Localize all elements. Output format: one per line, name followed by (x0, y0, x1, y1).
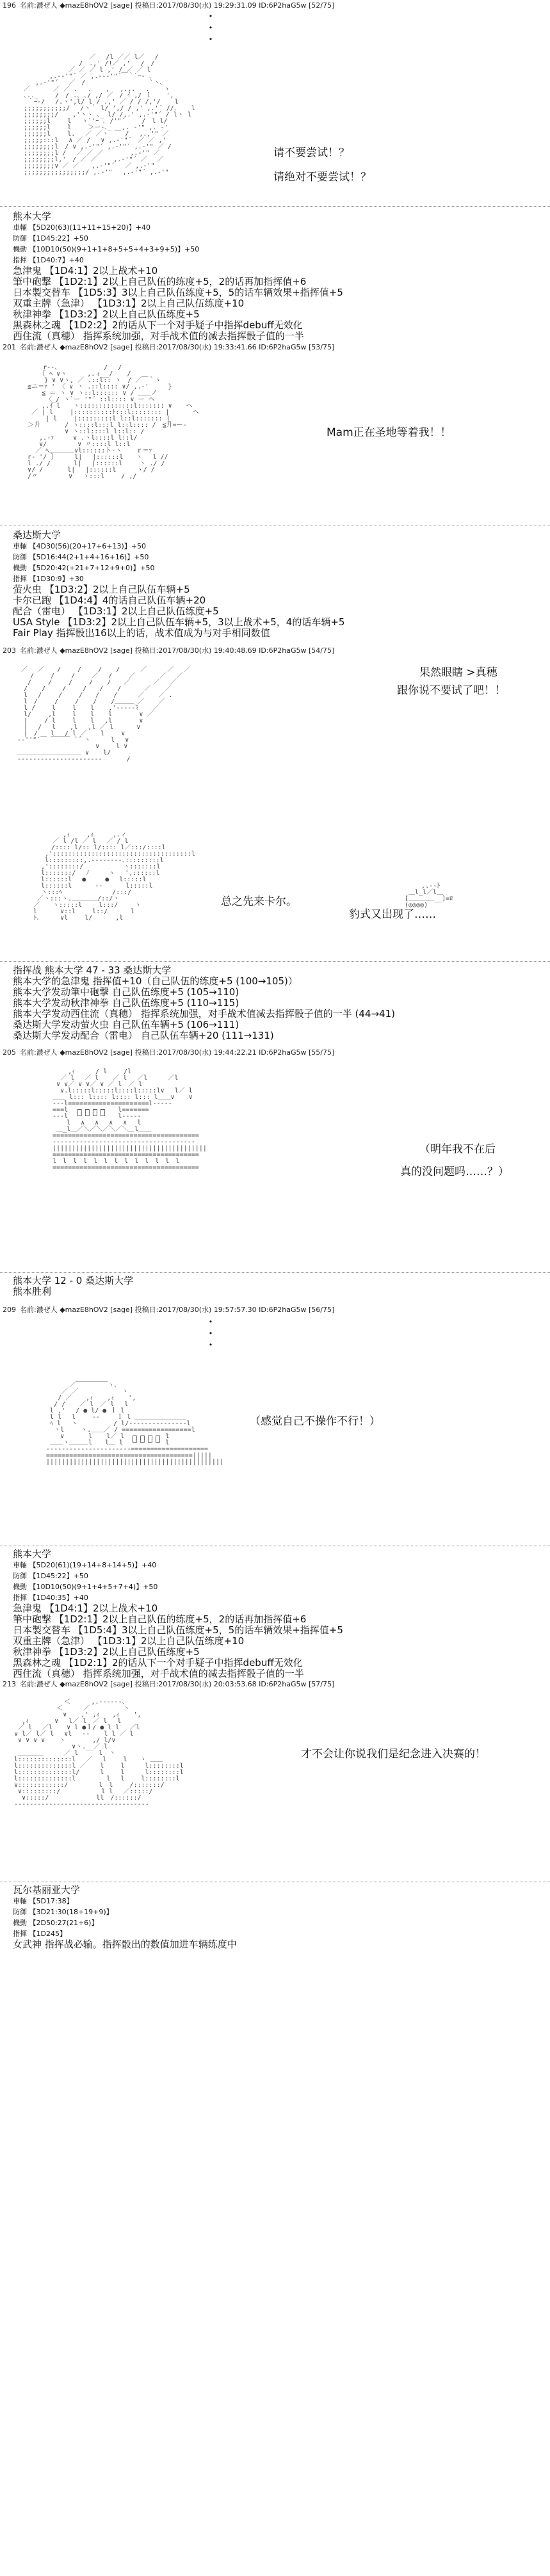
ascii-art-illustration: ,ｨ / l /l ／ l ／ l ／ l ／l ／l ∨ ∨／ ∨ ∨／ ∨ ／ l ／ l ∨.l:::::l:::::l::::l:::::l∨ l／ l ＿＿ l::: l:::: l:::: l::: l＿＿∨ ∨ ‐‐‐l=====================l‐‐‐‐‐ ===l ┌┐┌┐┌┐┌┐ l======= ‐‐‐l └┘└┘└┘└┘ l‐‐‐‐‐ l ∧ ∧ ∧ ∧ l ＿_l＿／＼／＼／＼／＼＿l＿＿ ====================================== ‐‐‐‐‐‐‐‐‐‐‐‐‐‐‐‐‐‐‐‐‐‐‐‐‐‐‐‐‐‐‐‐‐‐‐‐‐ |||||||||||||||||||||||||||||||||||||||| ====================================== l l l l l l l l l l l l l ====================================== (53, 1068, 207, 1171)
stats-block: 熊本大学 車輛 【5D20(63)(11+11+15+20)】+40 防御 【1D45:22】+50 機動 【10D10(50)(9+1+1+8+5+5+4+3+9+5)】+50 指揮 【1D40:7】+40 急津鬼 【1D4:1】2以上战术+10 筆中砲撃 【1D2:1】2以上自己队伍的练度+5，2的话再加指挥值+6 日本製交替车 【1D5:3】3以上自己队伍练度+5，5的话车辆效果+指挥值+5 双重主牌（急津） 【1D3:1】2以上自己队伍练度+10 秋津神拳 【1D3:2】2以上自己队伍练度+5 黑森林之魂 【1D2:2】2的话从下一个对手疑子中指挥debuff无效化 西住流（真穂） 指挥系统加强，对手战术值的减去指挥骰子值的一半 (13, 211, 343, 342)
speech-line: 真的没问题吗……？） (400, 1165, 509, 1178)
post-header: 213 名前:濃ぜ人 ◆mazE8hOV2 [sage] 投稿日:2017/08/30(水) 20:03:53.68 ID:6P2haG5w [57/75] (3, 1680, 335, 1688)
post-header: 201 名前:濃ぜ人 ◆mazE8hOV2 [sage] 投稿日:2017/08/30(水) 19:33:41.66 ID:6P2haG5w [53/75] (3, 343, 335, 351)
speech-line: 请不要尝试！？ (273, 147, 350, 159)
post-header: 203 名前:濃ぜ人 ◆mazE8hOV2 [sage] 投稿日:2017/08/30(水) 19:40:48.69 ID:6P2haG5w [54/75] (3, 646, 335, 655)
ascii-art-illustration: ,ｨ ,ｨ ,.ィ ／ l /l ／ l ／ / l /:::: l/:: l/:::: l／:::/::::l ,'::::::::::::::::::::::::::::::::::::l l:::::::::,.-‐‐‐‐‐--､:::::::::l ,'::::::::/ ヽ:::::::l l:::::::/ ﾉ ヽ ',::::::l l::::::l ● ● l:::::l l::::::l ‐‐ l:::::l ヽ:::ﾍ /:::/ ／ヽ:::ヽ.＿＿＿＿/::/ヽ ／ ヽ:::::l l:::/ ヽ l ∨::l l::/ l ﾄ､ ∨l l/ ,l (33, 831, 195, 922)
ascii-art-illustration: ／ /l ／／ l／ / / .,' /!／ ,' / / ／ ／ ／ l ,' / ／ ／ l ,.-‐'"´ ／ ,.-‐‐'"´￣｀`ｰ- ､ ,.-'"´ ／ / `ヽ、 ／ ／ ／ . . , ,.,. . ヽ ､.._ / / .､ ､/ ,/ ／ / ｲ ,/ ｌ ', ｀ｰ-/ /.ヽ',l/ l / .,' ／ / / /,'/ l ;;;;;;;;;;;/ /ヽ｀ l/ ',/ / ,' ,.'´ //､ l ;;;;;;;;/ ,'ヽヽ ､_ l/ /,.' ,.-'"´ / lヽ l ;;;;;;l l ヽ`'ｰ ､ /'"´ / l l/ ;;;;;;l l ＞ー-､_ ,. -'" ,. -' ;;;;;;l l. ／ ／ヽ ￣ / ,.,'" ／ ;;;;;:::l ∧ ／ / ∨ ,.-'"´ ／ ／ ,' ;;;;;;;;l / ∨ ,.-'"´ ,.-'"´ ,.-'" ／ / ;;;;;;;;l / ／ ／ ／ ,.-'" ／ ;;;;;;;;l,' / ／ ／ ,.-'"´ ／ ／ ;;;;;;;;∨ ／ ／ ,.-'"´ ／ ,.-'" ;;;;;;;;;;;;;;;;/ ,.-'" ,.-'"´ ,.-'" (24, 54, 195, 176)
post-header: 196 名前:濃ぜ人 ◆mazE8hOV2 [sage] 投稿日:2017/08/30(水) 19:29:31.09 ID:6P2haG5w [52/75] (3, 1, 335, 10)
post-header: 205 名前:濃ぜ人 ◆mazE8hOV2 [sage] 投稿日:2017/08/30(水) 19:44:22.21 ID:6P2haG5w [55/75] (3, 1048, 335, 1057)
stats-block: 瓦尔基丽亚大学 車輛 【5D17:38】 防御 【3D21:30(18+19+9)】 機動 【2D50:27(21+6)】 指揮 【1D245】 女武神 指挥战必输。指挥骰出的数值加进车辆练度中 (13, 1884, 237, 1950)
post-separator (0, 961, 550, 962)
post-header: 209 名前:濃ぜ人 ◆mazE8hOV2 [sage] 投稿日:2017/08/30(水) 19:57:57.30 ID:6P2haG5w [56/75] (3, 1306, 335, 1314)
stats-block: 桑达斯大学 車輛 【4D30(56)(20+17+6+13)】+50 防御 【5D16:44(2+1+4+16+16)】+50 機動 【5D20:42(+21+7+12+9+0)】+50 指揮 【1D30:9】+30 萤火虫 【1D3:2】2以上自己队伍车辆+5 卡尔已跑 【1D4:4】4的话自己队伍车辆+20 配合（雷电） 【1D3:1】2以上自己队伍练度+5 USA Style 【1D3:2】2以上自己队伍车辆+5，3以上战术+5，4的话车辆+5 Fair Play 指挥骰出16以上的话，战术值成为与对手相同数值 (13, 529, 345, 639)
stats-block: 熊本大学 車輛 【5D20(61)(19+14+8+14+5)】+40 防御 【1D45:22】+50 機動 【10D10(50)(9+1+4+5+7+4)】+50 指揮 【1D40:35】+40 急津鬼 【1D4:1】2以上战术+10 筆中砲撃 【1D2:1】2以上自己队伍的练度+5，2的话再加指挥值+6 日本製交替车 【1D5:4】3以上自己队伍练度+5，5的话车辆效果+指挥值+5 双重主牌（急津） 【1D3:1】2以上自己队伍练度+10 秋津神拳 【1D3:2】2以上自己队伍练度+5 黑森林之魂 【1D2:1】2的话从下一个对手疑子中指挥debuff无效化 西住流（真穂） 指挥系统加强，对手战术值的减去指挥骰子值的一半 (13, 1548, 343, 1679)
speech-line: 跟你说不要试了吧！！ (397, 684, 506, 697)
post-separator (0, 206, 550, 207)
battle-result: 熊本大学 12 - 0 桑达斯大学 熊本胜利 (13, 1275, 134, 1297)
ascii-art-illustration: ／￣￣￣￣￣ヽ､ ／ ／ ヽ / ／ ,ｨ ,ｨ ', / / ／ l ／ l l l ,' / ● l/ ● ｌ l l l l ‐‐ ｌ l ＿＿＿＿＿＿＿＿ ﾍ l ヽ / l/‐‐‐‐‐‐‐‐‐‐‐‐‐‐‐l ヽl ヽ.＿＿／ / ==================l ∨ l l／ l ┌┐┌┐┌┐┌┐ l ＿＿ヽ＿＿＿l l＿ l └┘└┘└┘└┘ l ‐‐‐‐‐‐‐‐‐‐‐‐‐‐‐‐‐‐‐‐‐‐==================== ======================================||||| |||||||||||||||||||||||||||||||||||||||||||||| (46, 1382, 223, 1466)
speech-line: （明年我不在后 (419, 1143, 496, 1156)
ascii-art-illustration: r‐-、 / / ｛ ﾍ ∨ヽ ,.ィ__/ / } ∨ ∨ヽ, ／ .::l:: ヽ / ／￣｀ヽ ≦ニ＝ｧ ' 〈 ∨ ヽ .::l:::: ∨/ ,.-' } ≦ ＝ ヽ ∨ ヽ::l:::::: ∨ / ＿＿ノ 〈_/ ヽ`ー '"´ ::l:::: ∨ ー ヘ ,.ｲ l ヽ::::::::::::::l::::::: ∨ ヘ ／ | l |::::::::::ﾄ:::l:::::::: | ヘ | l |:::::::::l l::l::::::: | ＞升 / ヽ::::l:::l l::l:::: / ≦升=ー- ∨ ヽ::l::::l l::l:: / ,.-ｧ ∨ .ヽl::::l l::l/ ∨/ ∨ 〃::::l l::l ／ ﾍ＿＿＿＿∨l::::::ト-ヽ ｒ＝ｧ r‐ '/ ｝ l| |::::::l ヽ l // l ./ / l| |::::::l ヽ ./ / ∨/ / l| |::::::l ヽ/ / /〃 ∨ ヽ:::l / ,/ (28, 364, 199, 480)
battle-summary: 指挥战 熊本大学 47 - 33 桑达斯大学 熊本大学的急津鬼 指挥值+10（自己队伍的练度+5 (100→105)） 熊本大学发动筆中砲撃 自己队伍练度+5 (105→110) 熊本大学发动秋津神拳 自己队伍练度+5 (110→115) 熊本大学发动西住流（真穂） 指挥系统加强，对手战术值减去指挥骰子值的一半 (44→41) 桑达斯大学发动萤火虫 自己队伍车辆+5 (106→111) 桑达斯大学发动配合（雷电） 自己队伍车辆+20 (111→131) (13, 964, 395, 1041)
speech-line: 豹式又出现了…… (349, 908, 436, 921)
ascii-art-illustration: ,.--ﾄ ＿l_l／l＿ [＿＿＿＿__]=ﾛ (◎◎◎◎) (405, 883, 453, 909)
speech-line: 果然眼瞎 >真穗 (419, 666, 497, 679)
ascii-art-illustration: ＜ ,.-‐‐‐‐-､ ＜ ／ ヽ ∨ ,' ,ｨ ,ｨ ', ,ｨ ∨ l／ l ／ l l ／ l ／l ∨ l ●ｌ/ ● l l ／l ∨ l／ l／ l ∨l ‐‐ l l ／ l ∨ ∨ ∨ ∨ ヽ ,/ l/∨ ∨ヽ.__／ l ＿＿＿＿ ／ l l ヽ l::::::::::::::l ／ l l ヽ ＿＿ l::::::::::::::l ／ l l l::::::::l l::::::::::::::l/ l l l::::::::l l::::::::::::::l l l l::::::::l ∨::::::::::::/ l l /:::::::/ ∨:::::::::/ l l ／:::::/ ∨:::::/ ll /::::::/ ‐‐‐‐‐‐‐‐‐‐‐‐‐‐‐‐‐‐‐‐‐‐‐‐‐‐‐‐‐‐‐‐‐‐‐ (14, 1699, 184, 1808)
speech-line: Mam正在圣地等着我！！ (327, 426, 451, 439)
post-separator (0, 1272, 550, 1273)
ascii-art-illustration: ／ ／ / / / / ／ ／ ／ / / / ／ / ／ ／ ／ / / / / / ／ ／ ／ / / / / / / ／ ／ l / / / / / ／ ／ . l / / / / /＿＿＿_／ ／ l / l l l ,'-‐‐‐‐ﾐ ／ l/ ,l l l l ∨ ／ | / l l l ,l ∨ | / l ,l ,l ／ l ∨ | / l / l ／ l ∨ ‐‐''"´￣ ￣￣￣ ̄ ̄｀ヽ l ∨ ∨ l ∨ ＿＿＿＿＿＿＿＿＿＿ ∨ l/ ‐‐‐‐‐‐‐‐‐‐‐‐‐‐‐‐‐‐‐‐‐‐ / (17, 666, 191, 763)
ellipsis-dots: ・ ・ ・ (205, 10, 216, 47)
speech-line: （感觉自己不操作不行！） (250, 1415, 380, 1428)
speech-line: 才不会让你说我们是纪念进入决赛的！ (301, 1748, 486, 1761)
ellipsis-dots: ・ ・ ・ (205, 1316, 216, 1352)
speech-line: 请绝对不要尝试！？ (273, 171, 371, 184)
speech-line: 总之先来卡尔。 (221, 895, 297, 908)
